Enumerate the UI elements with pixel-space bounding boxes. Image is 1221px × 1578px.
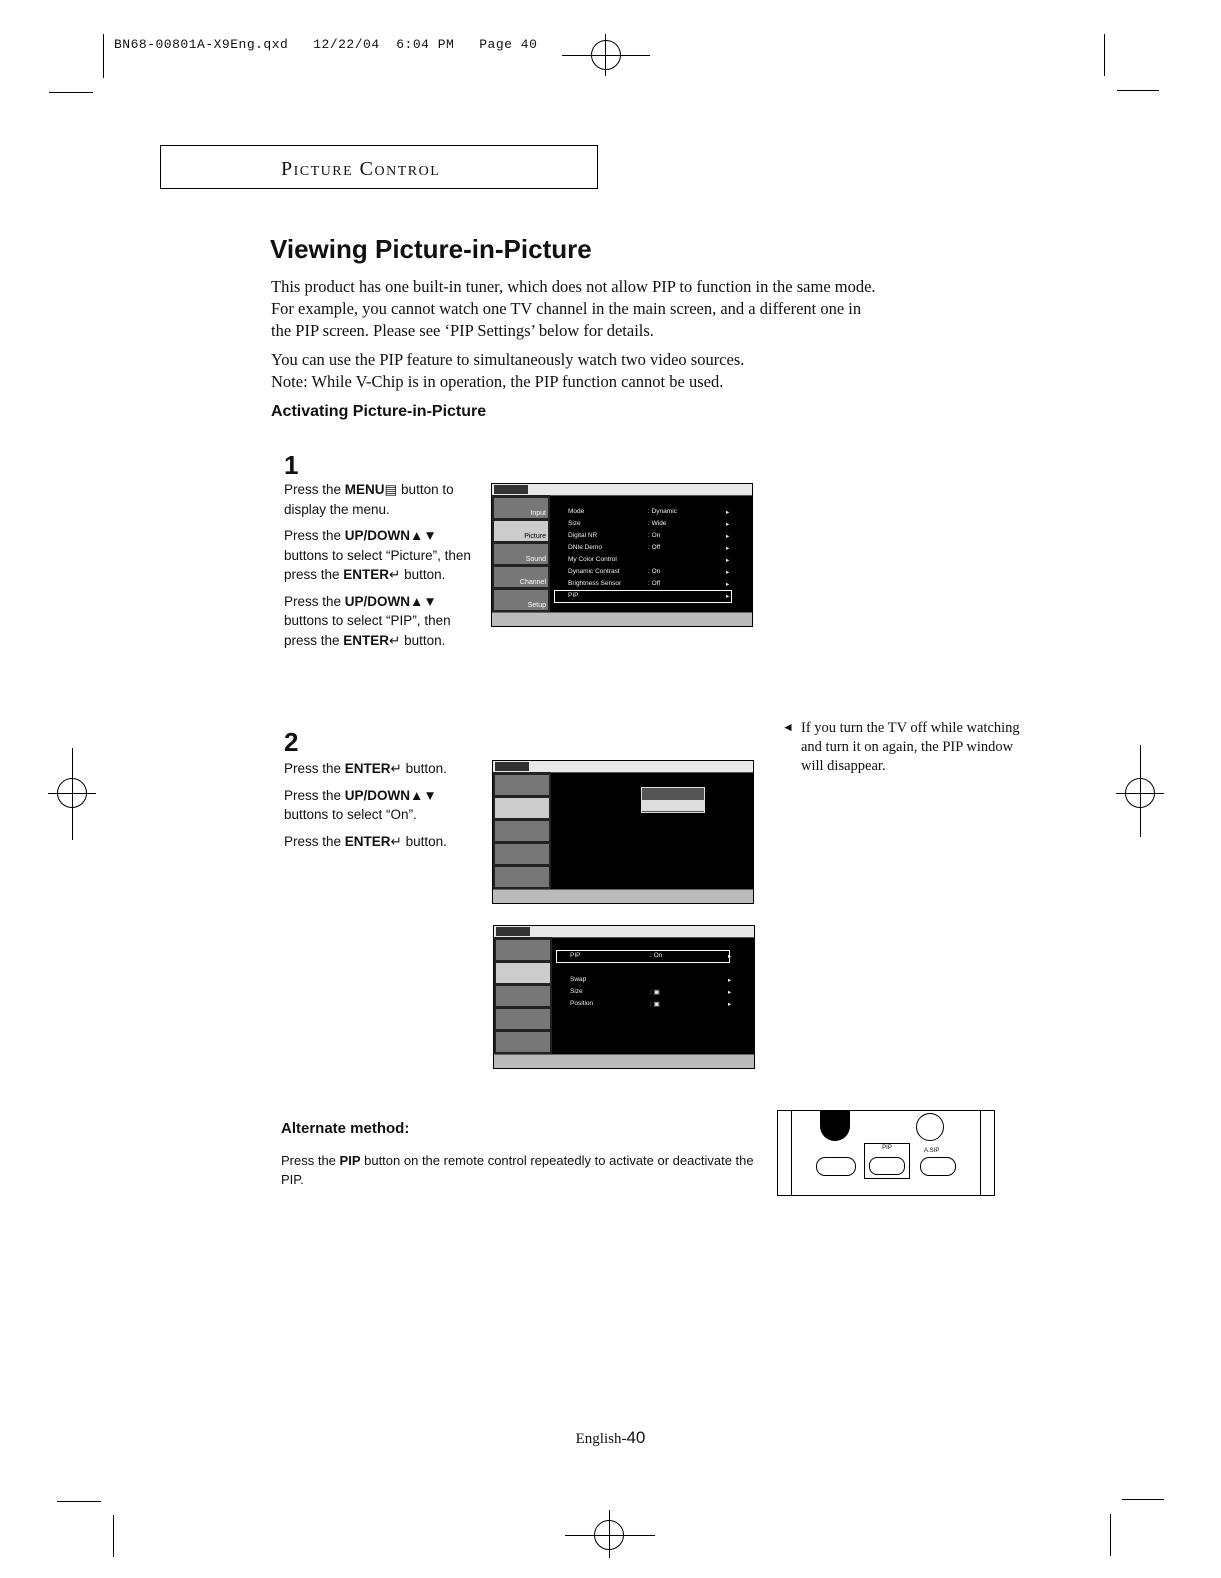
menu-row: Swap ▸ bbox=[570, 976, 732, 984]
menu-row: Mode : Dynamic ▸ bbox=[568, 508, 730, 516]
step-2b: Press the UP/DOWN▲▼ buttons to select “On”. bbox=[284, 787, 437, 822]
note-line: Note: While V-Chip is in operation, the PIP function cannot be used. bbox=[271, 372, 724, 391]
crop-mark bbox=[1110, 1514, 1111, 1556]
step-number: 2 bbox=[284, 727, 299, 757]
menu-row: My Color Control ▸ bbox=[568, 556, 730, 564]
menu-button-guide bbox=[494, 1054, 754, 1068]
page-number: 40 bbox=[626, 1428, 646, 1447]
intro-paragraph bbox=[271, 276, 1011, 342]
intro-line: For example, you cannot watch one TV channel in the main screen, and a different one in bbox=[271, 299, 862, 318]
alternate-method-text: Press the PIP button on the remote control repeatedly to activate or deactivate the PIP. bbox=[281, 1153, 754, 1187]
registration-mark-line bbox=[605, 34, 606, 76]
menu-row: Dynamic Contrast : On ▸ bbox=[568, 568, 730, 576]
crop-mark bbox=[57, 1501, 101, 1502]
sidebar-tile bbox=[496, 1009, 550, 1029]
menu-row: DNIe Demo : Off ▸ bbox=[568, 544, 730, 552]
tv-menu-screenshot-picture bbox=[491, 483, 753, 627]
pip-label: PIP bbox=[882, 1145, 892, 1151]
sidebar-tile bbox=[495, 798, 549, 818]
remote-edge bbox=[791, 1111, 792, 1196]
menu-highlight bbox=[554, 590, 732, 603]
page-footer bbox=[0, 1428, 1221, 1448]
sidebar-tile bbox=[496, 986, 550, 1006]
registration-mark-line bbox=[1140, 745, 1141, 837]
sidebar-tile bbox=[495, 844, 549, 864]
crop-mark bbox=[1117, 90, 1159, 91]
tv-menu-screenshot-pip-select bbox=[492, 760, 754, 904]
section-title: Picture Control bbox=[281, 158, 441, 180]
step-1-instructions bbox=[284, 480, 484, 657]
popup-highlight bbox=[642, 800, 704, 811]
menu-button-guide bbox=[492, 612, 752, 626]
sidebar-tile bbox=[495, 821, 549, 841]
tv-logo bbox=[496, 927, 530, 936]
registration-mark-line bbox=[565, 1535, 655, 1536]
file-header: BN68-00801A-X9Eng.qxd 12/22/04 6:04 PM Page 40 bbox=[114, 37, 538, 52]
usage-line: You can use the PIP feature to simultaneously watch two video sources. bbox=[271, 350, 745, 369]
step-1c: Press the UP/DOWN▲▼ buttons to select “PIP”, then press the ENTER↵ button. bbox=[284, 593, 451, 648]
menu-row: Size : Wide ▸ bbox=[568, 520, 730, 528]
crop-mark bbox=[1104, 34, 1105, 76]
step-number: 1 bbox=[284, 450, 299, 480]
sidebar-item-input: Input bbox=[530, 510, 546, 517]
subheading: Activating Picture-in-Picture bbox=[271, 403, 487, 420]
sidebar-item-setup: Setup bbox=[527, 602, 546, 609]
sidebar-tile bbox=[496, 963, 550, 983]
menu-highlight bbox=[556, 950, 730, 963]
remote-control-illustration bbox=[777, 1110, 995, 1196]
menu-row-selected: PIP : On ▸ bbox=[570, 952, 732, 960]
sidebar-tile bbox=[495, 775, 549, 795]
menu-button-guide bbox=[493, 889, 753, 903]
registration-mark-line bbox=[609, 1510, 610, 1558]
remote-edge bbox=[980, 1111, 981, 1196]
step-1a: Press the MENU▤ button to display the menu. bbox=[284, 482, 454, 517]
remote-button-left bbox=[816, 1157, 856, 1176]
remote-label: A.SIP bbox=[924, 1148, 940, 1154]
step-1b: Press the UP/DOWN▲▼ buttons to select “Picture”, then press the ENTER↵ button. bbox=[284, 528, 471, 582]
round-button-icon bbox=[916, 1113, 944, 1141]
on-off-popup bbox=[641, 787, 705, 813]
intro-line: This product has one built-in tuner, which does not allow PIP to function in the same mode. bbox=[271, 277, 876, 296]
remote-button-right bbox=[920, 1157, 956, 1176]
menu-row: Position : ▣ ▸ bbox=[570, 1000, 732, 1008]
step-2a: Press the ENTER↵ button. bbox=[284, 761, 447, 776]
registration-mark-line bbox=[562, 55, 650, 56]
menu-sidebar bbox=[493, 772, 551, 890]
section-header-box bbox=[160, 145, 598, 189]
step-2-instructions bbox=[284, 759, 484, 858]
registration-mark-line bbox=[72, 748, 73, 840]
menu-row: Digital NR : On ▸ bbox=[568, 532, 730, 540]
menu-row: Size : ▣ ▸ bbox=[570, 988, 732, 996]
sidebar-tile bbox=[496, 940, 550, 960]
step-2c: Press the ENTER↵ button. bbox=[284, 833, 447, 849]
usage-paragraph bbox=[271, 349, 1011, 393]
note-arrow-icon: ◄ bbox=[782, 720, 794, 734]
crop-mark bbox=[49, 92, 93, 93]
footer-language: English- bbox=[575, 1431, 627, 1447]
crop-mark bbox=[113, 1515, 114, 1557]
crop-mark bbox=[1122, 1499, 1164, 1500]
tv-menu-screenshot-pip-on bbox=[493, 925, 755, 1069]
sidebar-item-picture: Picture bbox=[524, 533, 546, 540]
finger-icon bbox=[820, 1111, 850, 1141]
tv-logo bbox=[495, 762, 529, 771]
intro-line: the PIP screen. Please see ‘PIP Settings’ below for details. bbox=[271, 321, 654, 340]
alternate-method-heading: Alternate method: bbox=[281, 1120, 410, 1137]
tv-logo bbox=[494, 485, 528, 494]
menu-row: Brightness Sensor : Off ▸ bbox=[568, 580, 730, 588]
sidebar-item-sound: Sound bbox=[525, 556, 546, 563]
menu-sidebar bbox=[494, 937, 552, 1055]
menu-sidebar bbox=[492, 495, 550, 613]
pip-button-highlight bbox=[864, 1143, 910, 1179]
sidebar-tile bbox=[496, 1032, 550, 1052]
side-note: If you turn the TV off while watching and turn it on again, the PIP window will disappear. bbox=[801, 720, 1020, 774]
sidebar-tile bbox=[495, 867, 549, 887]
sidebar-item-channel: Channel bbox=[519, 579, 546, 586]
crop-mark bbox=[103, 34, 104, 78]
pip-button bbox=[869, 1157, 905, 1175]
page-title: Viewing Picture-in-Picture bbox=[270, 234, 592, 264]
menu-row-selected: PIP ▸ bbox=[568, 592, 730, 600]
